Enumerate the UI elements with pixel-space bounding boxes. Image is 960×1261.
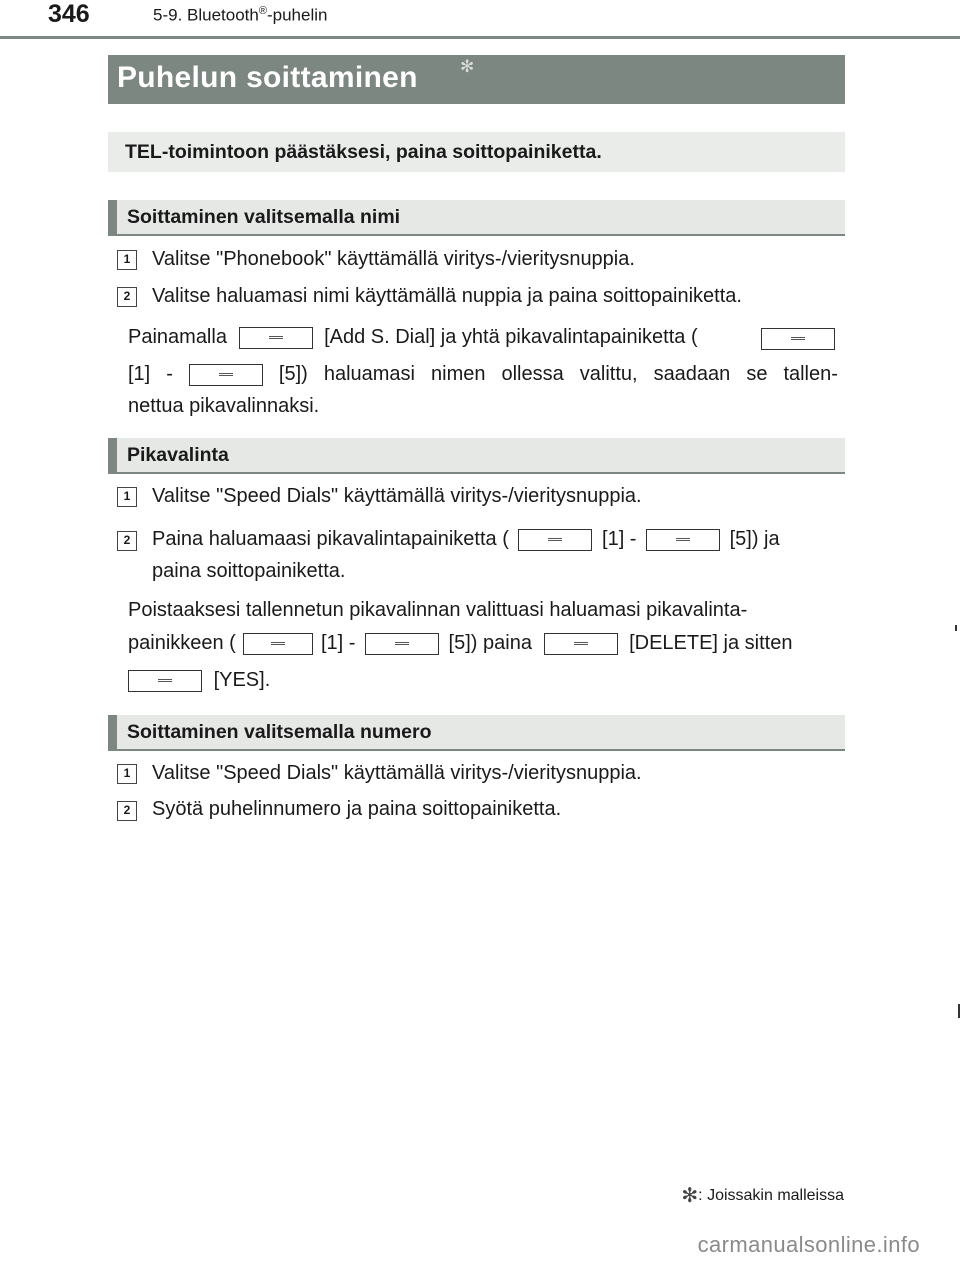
screen-button-icon (189, 364, 263, 386)
note-text: Painamalla (128, 326, 227, 348)
step-text-part: Paina haluamaasi pikavalintapainiketta ( (152, 528, 509, 550)
note-line: nettua pikavalinnaksi. (128, 395, 320, 417)
note-text: [5]) paina (448, 632, 532, 654)
note-line (128, 326, 698, 349)
note-text: ollessa (501, 363, 564, 385)
step-text: paina soittopainiketta. (152, 560, 346, 582)
note-text: [DELETE] ja sitten (629, 632, 793, 654)
note-text: [1] (128, 363, 151, 385)
step-number-badge: 2 (117, 287, 137, 307)
section-heading-speed-dial (108, 438, 845, 474)
step-text: Syötä puhelinnumero ja paina soittopainiketta. (152, 798, 562, 820)
step-text: Valitse haluamasi nimi käyttämällä nuppia ja paina soittopainiketta. (152, 285, 742, 307)
section-heading-number-dialing (108, 715, 845, 751)
intro-text: TEL-toimintoon päästäksesi, paina soittopainiketta. (125, 141, 602, 163)
header-rule (0, 36, 960, 39)
note-text: [1] - (320, 632, 356, 654)
note-text: [Add S. Dial] ja yhtä pikavalintapainiketta ( (324, 326, 698, 348)
screen-button-icon (544, 633, 618, 655)
step-text: Valitse "Speed Dials" käyttämällä viritys-/vieritysnuppia. (152, 485, 642, 507)
watermark: carmanualsonline.info (697, 1232, 920, 1257)
step-text: Valitse "Speed Dials" käyttämällä viritys-/vieritysnuppia. (152, 762, 642, 784)
screen-button-icon (365, 633, 439, 655)
note-line (128, 669, 270, 692)
footnote (681, 1183, 844, 1208)
footnote-text: : Joissakin malleissa (698, 1187, 844, 1204)
asterisk-icon: ✻ (460, 57, 475, 76)
step-number-badge: 2 (117, 801, 137, 821)
step-number-badge: 2 (117, 531, 137, 551)
edge-mark (955, 625, 957, 631)
screen-button-icon (518, 529, 592, 551)
page-title-bar (108, 55, 845, 104)
note-text: tallen- (783, 363, 838, 385)
page-number: 346 (48, 0, 90, 28)
section-heading-text: Soittaminen valitsemalla nimi (127, 206, 401, 228)
note-text: valittu, (579, 363, 638, 385)
screen-button-icon (243, 633, 313, 655)
note-line (128, 632, 792, 655)
page-title: Puhelun soittaminen (117, 61, 418, 94)
note-line (128, 363, 838, 386)
note-text: se (746, 363, 768, 385)
note-line: Poistaaksesi tallennetun pikavalinnan valittuasi haluamasi pikavalinta- (128, 599, 748, 621)
note-text: - (166, 363, 173, 385)
intro-box (108, 132, 845, 172)
asterisk-icon: ✻ (681, 1185, 699, 1207)
step-text: Valitse "Phonebook" käyttämällä viritys-/vieritysnuppia. (152, 248, 635, 270)
chapter-title: 5-9. Bluetooth®-puhelin (153, 5, 328, 25)
step-text-part: [1] - (602, 528, 637, 550)
section-heading-text: Pikavalinta (127, 444, 229, 466)
step-number-badge: 1 (117, 250, 137, 270)
screen-button-icon (239, 327, 313, 349)
step-number-badge: 1 (117, 764, 137, 784)
section-heading-text: Soittaminen valitsemalla numero (127, 721, 432, 743)
section-heading-name-dialing (108, 200, 845, 236)
note-text: haluamasi (323, 363, 415, 385)
screen-button-icon (761, 328, 835, 350)
step-text-part: [5]) ja (729, 528, 780, 550)
note-text: saadaan (653, 363, 731, 385)
step-number-badge: 1 (117, 487, 137, 507)
screen-button-icon (128, 670, 202, 692)
note-text: [YES]. (213, 669, 271, 691)
screen-button-icon (646, 529, 720, 551)
note-text: painikkeen ( (128, 632, 236, 654)
note-text: [5]) (278, 363, 308, 385)
step-text (152, 528, 780, 551)
note-text: nimen (431, 363, 486, 385)
